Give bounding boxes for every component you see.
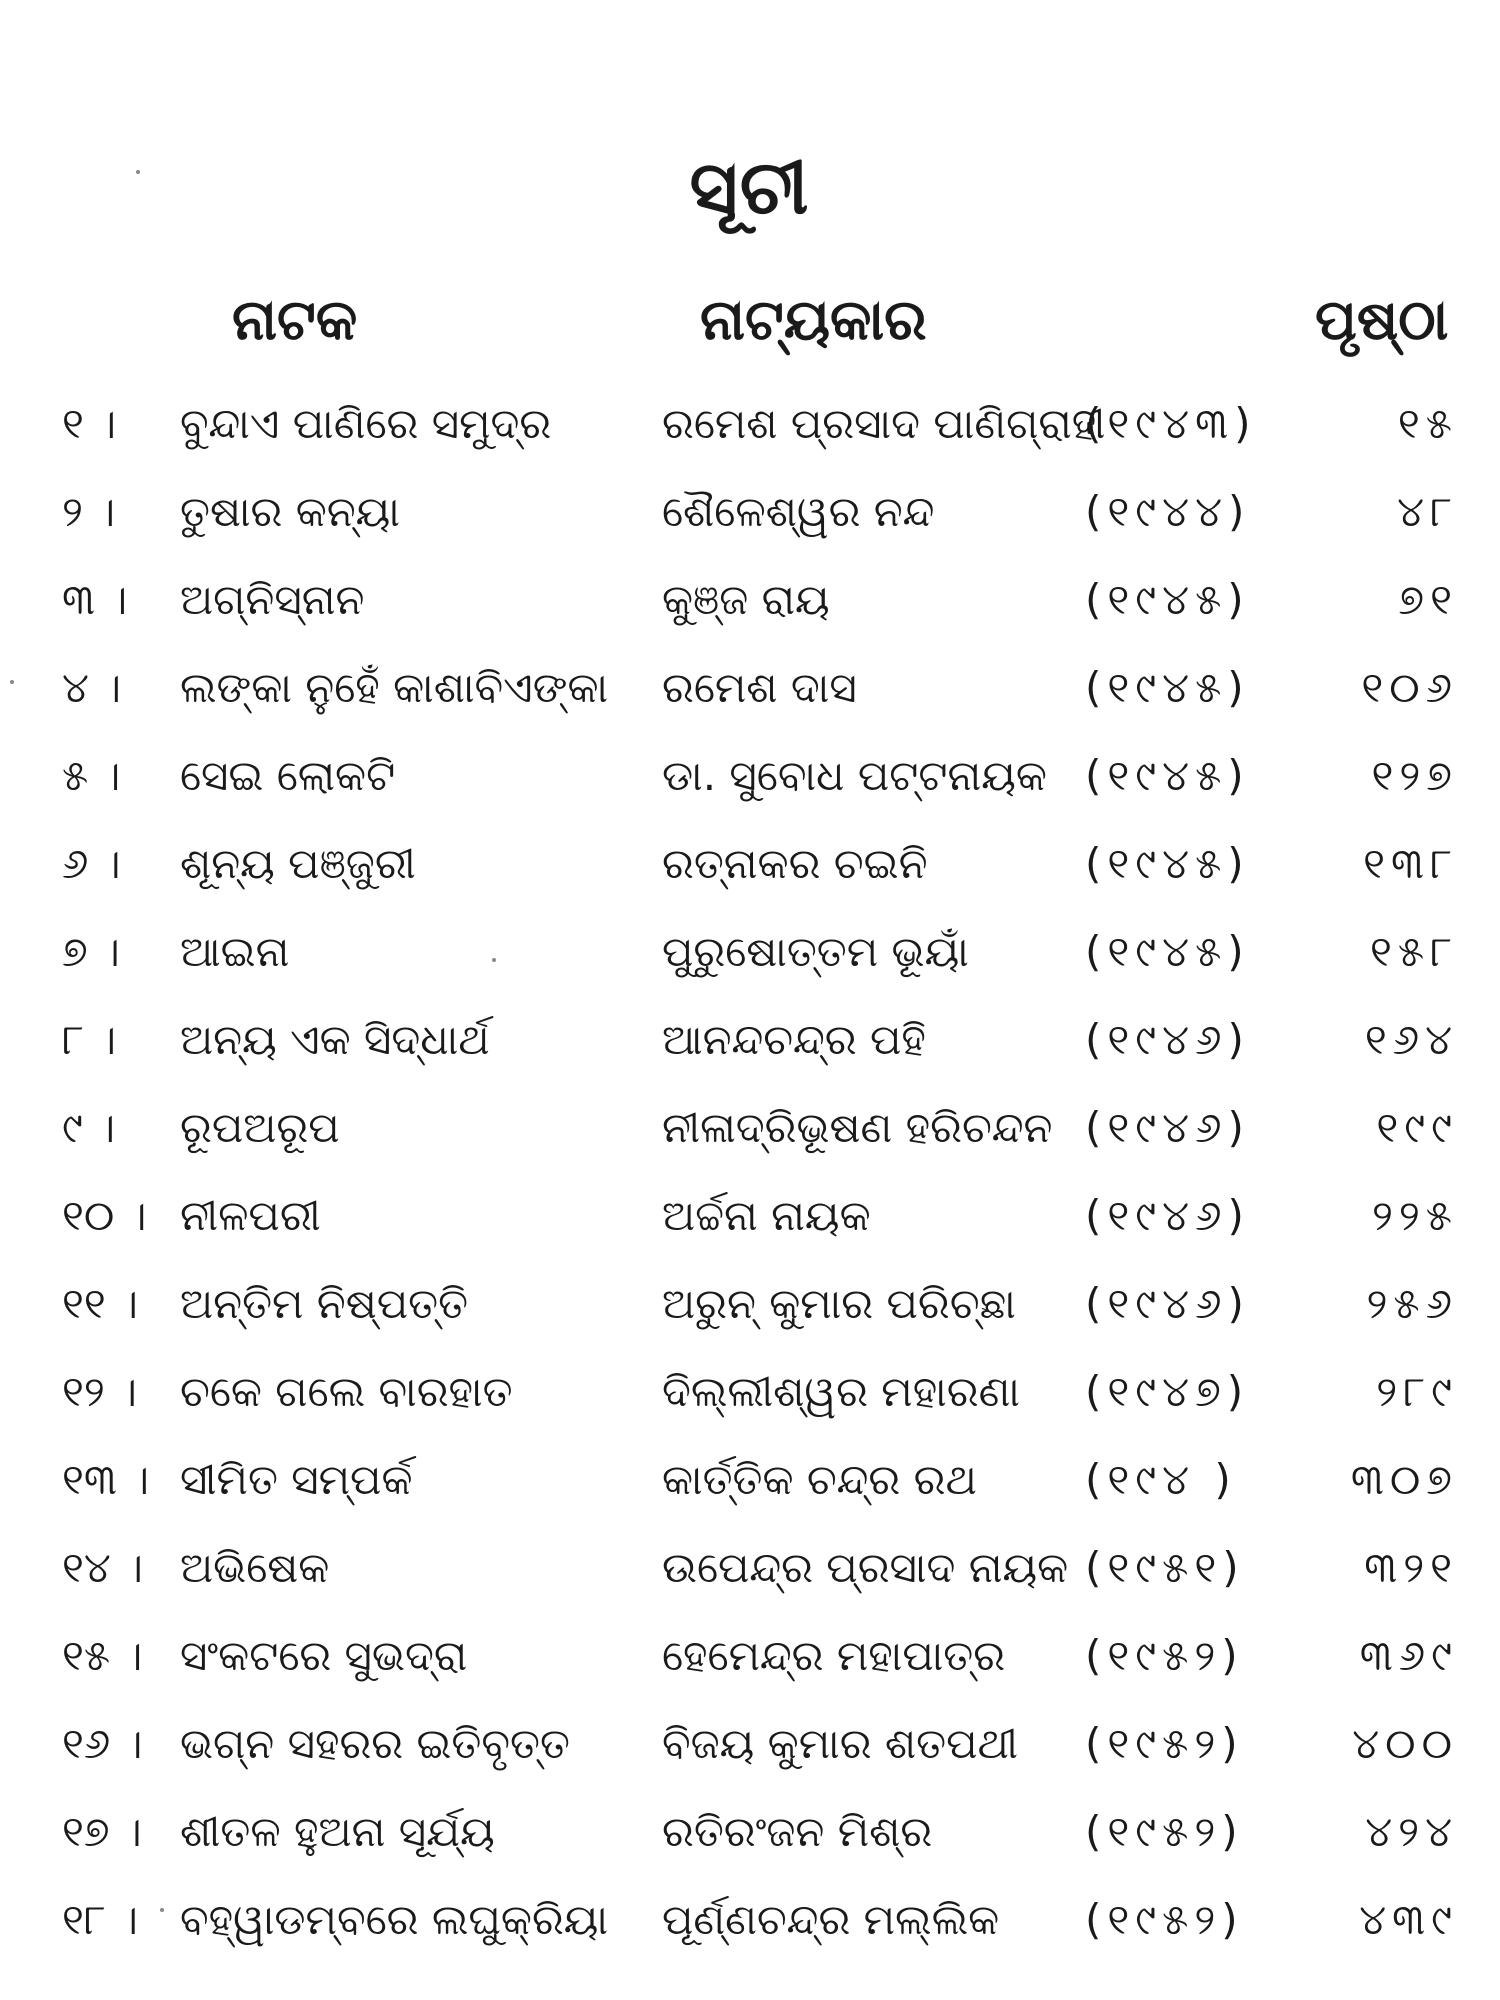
playwright-name: ହେମେନ୍ଦ୍ର ମହାପାତ୍ର xyxy=(662,1631,1006,1680)
list-item xyxy=(0,385,1500,473)
playwright-name: ରମେଶ ପ୍ରସାଦ ପାଣିଗ୍ରାହୀ xyxy=(662,399,1106,448)
year: (୧୯୪୫) xyxy=(1085,751,1250,800)
year: (୧୯୪୩) xyxy=(1085,399,1257,448)
list-item xyxy=(0,1177,1500,1265)
paper-speck xyxy=(10,680,14,684)
item-number: ୫ । xyxy=(62,751,121,800)
list-item xyxy=(0,1441,1500,1529)
playwright-name: ଡା. ସୁବୋଧ ପଟ୍ଟନାୟକ xyxy=(662,751,1047,800)
header-playwright: ନାଟ୍ୟକାର xyxy=(700,288,927,353)
header-play: ନାଟକ xyxy=(232,288,358,353)
year: (୧୯୪୬) xyxy=(1085,1015,1250,1064)
playwright-name: ଆନନ୍ଦଚନ୍ଦ୍ର ପହି xyxy=(662,1015,926,1064)
contents-list xyxy=(0,385,1500,1969)
item-number: ୧୧ । xyxy=(62,1279,139,1328)
page-number: ୭୧ xyxy=(1398,575,1458,624)
playwright-name: ପୂର୍ଣ୍ଣଚନ୍ଦ୍ର ମଲ୍ଲିକ xyxy=(662,1895,1000,1944)
year: (୧୯୪୭) xyxy=(1085,1367,1250,1416)
playwright-name: ଅରୁନ୍ କୁମାର ପରିଚ୍ଛା xyxy=(662,1279,1016,1328)
playwright-name: ରମେଶ ଦାସ xyxy=(662,663,857,712)
table-header xyxy=(0,288,1500,368)
year: (୧୯୪ ) xyxy=(1085,1455,1237,1504)
page-number: ୨୨୫ xyxy=(1371,1191,1458,1240)
list-item xyxy=(0,1353,1500,1441)
year: (୧୯୪୫) xyxy=(1085,839,1250,888)
year: (୧୯୪୬) xyxy=(1085,1279,1250,1328)
page-number: ୨୫୬ xyxy=(1366,1279,1458,1328)
playwright-name: ପୁରୁଷୋତ୍ତମ ଭୂୟାଁ xyxy=(662,927,969,976)
year: (୧୯୫୨) xyxy=(1085,1807,1244,1856)
play-title: ନୀଳପରୀ xyxy=(180,1191,321,1240)
page-number: ୧୬୪ xyxy=(1364,1015,1458,1064)
item-number: ୬ । xyxy=(62,839,121,888)
page-number: ୧୦୬ xyxy=(1361,663,1458,712)
list-item xyxy=(0,1881,1500,1969)
item-number: ୮ । xyxy=(62,1015,117,1064)
list-item xyxy=(0,473,1500,561)
playwright-name: ନୀଳାଦ୍ରିଭୂଷଣ ହରିଚନ୍ଦନ xyxy=(662,1103,1053,1152)
playwright-name: କାର୍ତ୍ତିକ ଚନ୍ଦ୍ର ରଥ xyxy=(662,1455,977,1504)
play-title: ରୂପଅରୂପ xyxy=(180,1103,340,1152)
page-number: ୪୩୯ xyxy=(1359,1895,1458,1944)
play-title: ଲଙ୍କା ନୁହେଁ କାଶାବିଏଙ୍କା xyxy=(180,663,609,712)
list-item xyxy=(0,1001,1500,1089)
list-item xyxy=(0,1089,1500,1177)
paper-speck xyxy=(160,1908,164,1912)
page-number: ୧୫ xyxy=(1397,399,1458,448)
item-number: ୧୨ । xyxy=(62,1367,138,1416)
item-number: ୧୩ । xyxy=(62,1455,150,1504)
item-number: ୩ । xyxy=(62,575,128,624)
item-number: ୭ । xyxy=(62,927,120,976)
list-item xyxy=(0,737,1500,825)
playwright-name: ଅର୍ଚ୍ଚନା ନାୟକ xyxy=(662,1191,871,1240)
item-number: ୨ । xyxy=(62,487,116,536)
page-number: ୪୨୪ xyxy=(1365,1807,1458,1856)
play-title: ସୀମିତ ସମ୍ପର୍କ xyxy=(180,1455,413,1504)
list-item xyxy=(0,1617,1500,1705)
play-title: ଚକେ ଗଲେ ବାରହାତ xyxy=(180,1367,513,1416)
play-title: ବହ୍ୱାଡମ୍ବରେ ଲଘୁକ୍ରିୟା xyxy=(180,1895,609,1944)
page-number: ୧୫୮ xyxy=(1369,927,1458,976)
item-number: ୧୫ । xyxy=(62,1631,143,1680)
page-number: ୩୬୯ xyxy=(1359,1631,1458,1680)
item-number: ୪ । xyxy=(62,663,122,712)
play-title: ତୁଷାର କନ୍ୟା xyxy=(180,487,400,536)
play-title: ଶୀତଳ ହୁଅନା ସୂର୍ଯ୍ୟ xyxy=(180,1807,495,1856)
year: (୧୯୪୬) xyxy=(1085,1191,1250,1240)
item-number: ୧୮ । xyxy=(62,1895,139,1944)
playwright-name: ରତିରଂଜନ ମିଶ୍ର xyxy=(662,1807,933,1856)
play-title: ଅଗ୍ନିସ୍ନାନ xyxy=(180,575,365,624)
playwright-name: ବିଜୟ କୁମାର ଶତପଥୀ xyxy=(662,1719,1019,1768)
play-title: ସେଇ ଲୋକଟି xyxy=(180,751,396,800)
playwright-name: ଶୈଳେଶ୍ୱର ନନ୍ଦ xyxy=(662,487,935,536)
item-number: ୧ । xyxy=(62,399,117,448)
year: (୧୯୪୫) xyxy=(1085,663,1250,712)
year: (୧୯୪୪) xyxy=(1085,487,1251,536)
play-title: ବୁନ୍ଦାଏ ପାଣିରେ ସମୁଦ୍ର xyxy=(180,399,552,448)
page-number: ୪୦୦ xyxy=(1352,1719,1458,1768)
item-number: ୧୦ । xyxy=(62,1191,147,1240)
page-number: ୧୯୯ xyxy=(1376,1103,1458,1152)
play-title: ଶୂନ୍ୟ ପଞ୍ଜୁରୀ xyxy=(180,839,416,888)
list-item xyxy=(0,1529,1500,1617)
paper-speck xyxy=(136,170,140,174)
list-item xyxy=(0,1793,1500,1881)
page-number: ୩୦୭ xyxy=(1350,1455,1458,1504)
item-number: ୧୬ । xyxy=(62,1719,143,1768)
list-item xyxy=(0,649,1500,737)
play-title: ଆଇନା xyxy=(180,927,290,976)
playwright-name: ଦିଲ୍ଲୀଶ୍ୱର ମହାରଣା xyxy=(662,1367,1020,1416)
page-number: ୧୩୮ xyxy=(1363,839,1458,888)
page-title: ସୂଚୀ xyxy=(689,145,811,231)
page-number: ୩୨୧ xyxy=(1364,1543,1458,1592)
playwright-name: ରତ୍ନାକର ଚଇନି xyxy=(662,839,928,888)
page-number: ୧୨୭ xyxy=(1371,751,1458,800)
play-title: ଅଭିଷେକ xyxy=(180,1543,330,1592)
list-item xyxy=(0,1265,1500,1353)
play-title: ଅନ୍ତିମ ନିଷ୍ପତ୍ତି xyxy=(180,1279,469,1328)
year: (୧୯୫୨) xyxy=(1085,1631,1244,1680)
playwright-name: କୁଞ୍ଜ ରାୟ xyxy=(662,575,830,624)
year: (୧୯୪୫) xyxy=(1085,927,1250,976)
play-title: ଅନ୍ୟ ଏକ ସିଦ୍ଧାର୍ଥ xyxy=(180,1015,490,1064)
page-number: ୪୮ xyxy=(1397,487,1458,536)
paper-speck xyxy=(492,958,496,962)
year: (୧୯୫୨) xyxy=(1085,1895,1244,1944)
play-title: ଭଗ୍ନ ସହରର ଇତିବୃତ୍ତ xyxy=(180,1719,570,1768)
item-number: ୧୪ । xyxy=(62,1543,144,1592)
list-item xyxy=(0,825,1500,913)
item-number: ୯ । xyxy=(62,1103,116,1152)
year: (୧୯୪୫) xyxy=(1085,575,1250,624)
play-title: ସଂକଟରେ ସୁଭଦ୍ରା xyxy=(180,1631,468,1680)
year: (୧୯୫୧) xyxy=(1085,1543,1245,1592)
year: (୧୯୪୬) xyxy=(1085,1103,1250,1152)
page-number: ୨୮୯ xyxy=(1376,1367,1458,1416)
playwright-name: ଉପେନ୍ଦ୍ର ପ୍ରସାଦ ନାୟକ xyxy=(662,1543,1069,1592)
list-item xyxy=(0,561,1500,649)
header-page: ପୃଷ୍ଠା xyxy=(1315,288,1449,353)
list-item xyxy=(0,1705,1500,1793)
list-item xyxy=(0,913,1500,1001)
year: (୧୯୫୨) xyxy=(1085,1719,1244,1768)
item-number: ୧୭ । xyxy=(62,1807,142,1856)
